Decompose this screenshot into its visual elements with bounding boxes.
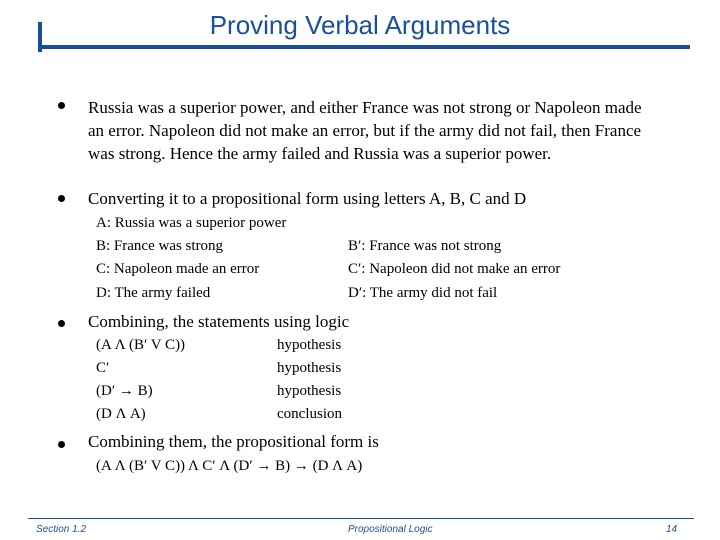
statement-expr: (D Λ A)	[96, 406, 146, 422]
slide-title: Proving Verbal Arguments	[209, 10, 511, 40]
footer-rule	[28, 518, 694, 519]
bullet-convert: Converting it to a propositional form using letters A, B, C and D	[88, 189, 527, 208]
statement-expr: C′	[96, 360, 110, 376]
statement-role: hypothesis	[277, 383, 342, 399]
letter-d-neg: D′: The army did not fail	[348, 285, 498, 301]
bullet-dot-icon	[58, 195, 65, 202]
bullet-combine: Combining, the statements using logic	[88, 312, 350, 331]
statement-expr: (A Λ (B′ V C))	[96, 337, 186, 353]
final-propositional-form: (A Λ (B′ V C)) Λ C′ Λ (D′ → B) → (D Λ A)	[96, 458, 363, 474]
statement-role: hypothesis	[277, 360, 342, 376]
letter-a: A: Russia was a superior power	[96, 215, 287, 231]
bullet-dot-icon	[58, 102, 65, 109]
letter-c: C: Napoleon made an error	[96, 261, 260, 277]
statement-role: hypothesis	[277, 337, 342, 353]
statement-expr: (D′ → B)	[96, 383, 153, 399]
bullet-argument: Russia was a superior power, and either France was not strong or Napoleon made an error. Napoleon did not make an error, but if the army did not fail, then France was strong. Hence the army failed and Russia was a superior power.	[88, 98, 642, 163]
letter-c-neg: C′: Napoleon did not make an error	[348, 261, 561, 277]
bullet-final: Combining them, the propositional form is	[88, 432, 379, 451]
letter-b-neg: B′: France was not strong	[348, 238, 502, 254]
statement-role: conclusion	[277, 406, 342, 422]
footer-page-number: 14	[666, 524, 678, 535]
footer-topic: Propositional Logic	[348, 524, 433, 535]
bullet-dot-icon	[58, 441, 65, 448]
bullet-dot-icon	[58, 320, 65, 327]
footer-section: Section 1.2	[36, 524, 87, 535]
title-accent-rule	[38, 45, 690, 49]
letter-d: D: The army failed	[96, 285, 211, 301]
letter-b: B: France was strong	[96, 238, 224, 254]
